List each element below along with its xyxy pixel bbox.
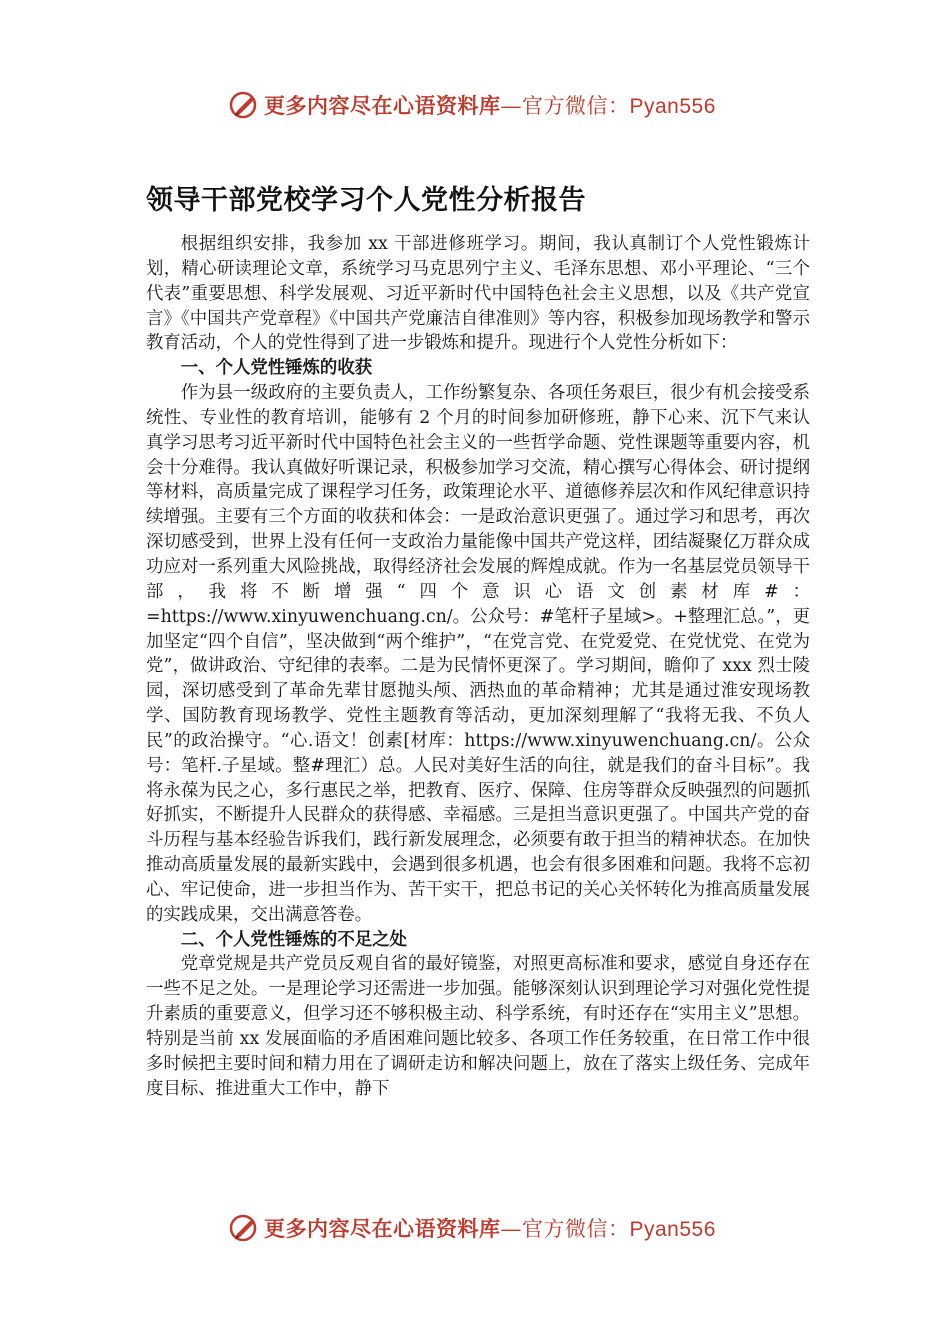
intro-paragraph: 根据组织安排，我参加 xx 干部进修班学习。期间，我认真制订个人党性锻炼计划，精心研读理论文章，系统学习马克思列宁主义、毛泽东思想、邓小平理论、“三个代表”重要思想、科学发展观、习近平新时代中国特色社会主义思想，以及《共产党宣言》《中国共产党章程》《中国共产党廉洁自律准则》等内容，积极参加现场教学和警示教育活动，个人的党性得到了进一步锻炼和提升。现进行个人党性分析如下： — [146, 234, 810, 354]
pen-circle-logo-icon — [228, 1212, 260, 1244]
section2-paragraph: 党章党规是共产党员反观自省的最好镜鉴，对照更高标准和要求，感觉自身还存在一些不足之处。一是理论学习还需进一步加强。能够深刻认识到理论学习对强化党性提升素质的重要意义，但学习还不够积极主动、科学系统，有时还存在“实用主义”思想。特别是当前 xx 发展面临的矛盾困难问题比较多、各项工作任务较重，在日常工作中很多时候把主要时间和精力用在了调研走访和解决问题上，放在了落实上级任务、完成年度目标、推进重大工作中，静下 — [146, 954, 810, 1099]
section2-heading: 二、个人党性锤炼的不足之处 — [180, 929, 407, 950]
banner-text — [264, 1213, 716, 1243]
banner-wechat-id: Pyan556 — [629, 95, 716, 118]
banner-wechat-label: 官方微信： — [522, 1217, 630, 1241]
document-body — [146, 232, 810, 1102]
header-watermark-banner — [228, 88, 728, 122]
section1-heading: 一、个人党性锤炼的收获 — [180, 358, 373, 379]
footer-watermark-banner — [228, 1211, 728, 1245]
banner-wechat-label: 官方微信： — [522, 94, 630, 118]
banner-lead: 更多内容尽在心语资料库 — [264, 93, 501, 118]
document-title: 领导干部党校学习个人党性分析报告 — [146, 185, 586, 216]
pen-circle-logo-icon — [228, 89, 260, 121]
banner-lead: 更多内容尽在心语资料库 — [264, 1216, 501, 1241]
section1-paragraph: 作为县一级政府的主要负责人，工作纷繁复杂、各项任务艰巨，很少有机会接受系统性、专业性的教育培训，能够有 2 个月的时间参加研修班，静下心来、沉下气来认真学习思考习近平新时代中国特色社会主义的一些哲学命题、党性课题等重要内容，机会十分难得。我认真做好听课记录，积极参加学习交流，精心撰写心得体会、研讨提纲等材料，高质量完成了课程学习任务，政策理论水平、道德修养层次和作风纪律意识持续增强。主要有三个方面的收获和体会：一是政治意识更强了。通过学习和思考，再次深切感受到，世界上没有任何一支政治力量能像中国共产党这样，团结凝聚亿万群众成功应对一系列重大风险挑战，取得经济社会发展的辉煌成就。作为一名基层党员领导干部，我将不断增强“四个意识心语文创素材库#：=https://www.xinyuwenchuang.cn/。公众号：#笔杆子星域>。+整理汇总。”，更加坚定“四个自信”，坚决做到“两个维护”，“在党言党、在党爱党、在党忧党、在党为党”，做讲政治、守纪律的表率。二是为民情怀更深了。学习期间，瞻仰了 xxx 烈士陵园，深切感受到了革命先辈甘愿抛头颅、洒热血的革命精神；尤其是通过淮安现场教学、国防教育现场教学、党性主题教育等活动，更加深刻理解了“我将无我、不负人民”的政治操守。“心.语文！创素[材库：https://www.xinyuwenchuang.cn/。公众号：笔杆.子星域。整#理汇）总。人民对美好生活的向往，就是我们的奋斗目标”。我将永葆为民之心，多行惠民之举，把教育、医疗、保障、住房等群众反映强烈的问题抓好抓实，不断提升人民群众的获得感、幸福感。三是担当意识更强了。中国共产党的奋斗历程与基本经验告诉我们，践行新发展理念，必须要有敢于担当的精神状态。在加快推动高质量发展的最新实践中，会遇到很多机遇，也会有很多困难和问题。我将不忘初心、牢记使命，进一步担当作为、苦干实干，把总书记的关心关怀转化为推高质量发展的实践成果，交出满意答卷。 — [146, 383, 810, 925]
banner-dash: — — [500, 1217, 522, 1241]
banner-dash: — — [500, 94, 522, 118]
banner-text — [264, 90, 716, 120]
banner-wechat-id: Pyan556 — [629, 1218, 716, 1241]
